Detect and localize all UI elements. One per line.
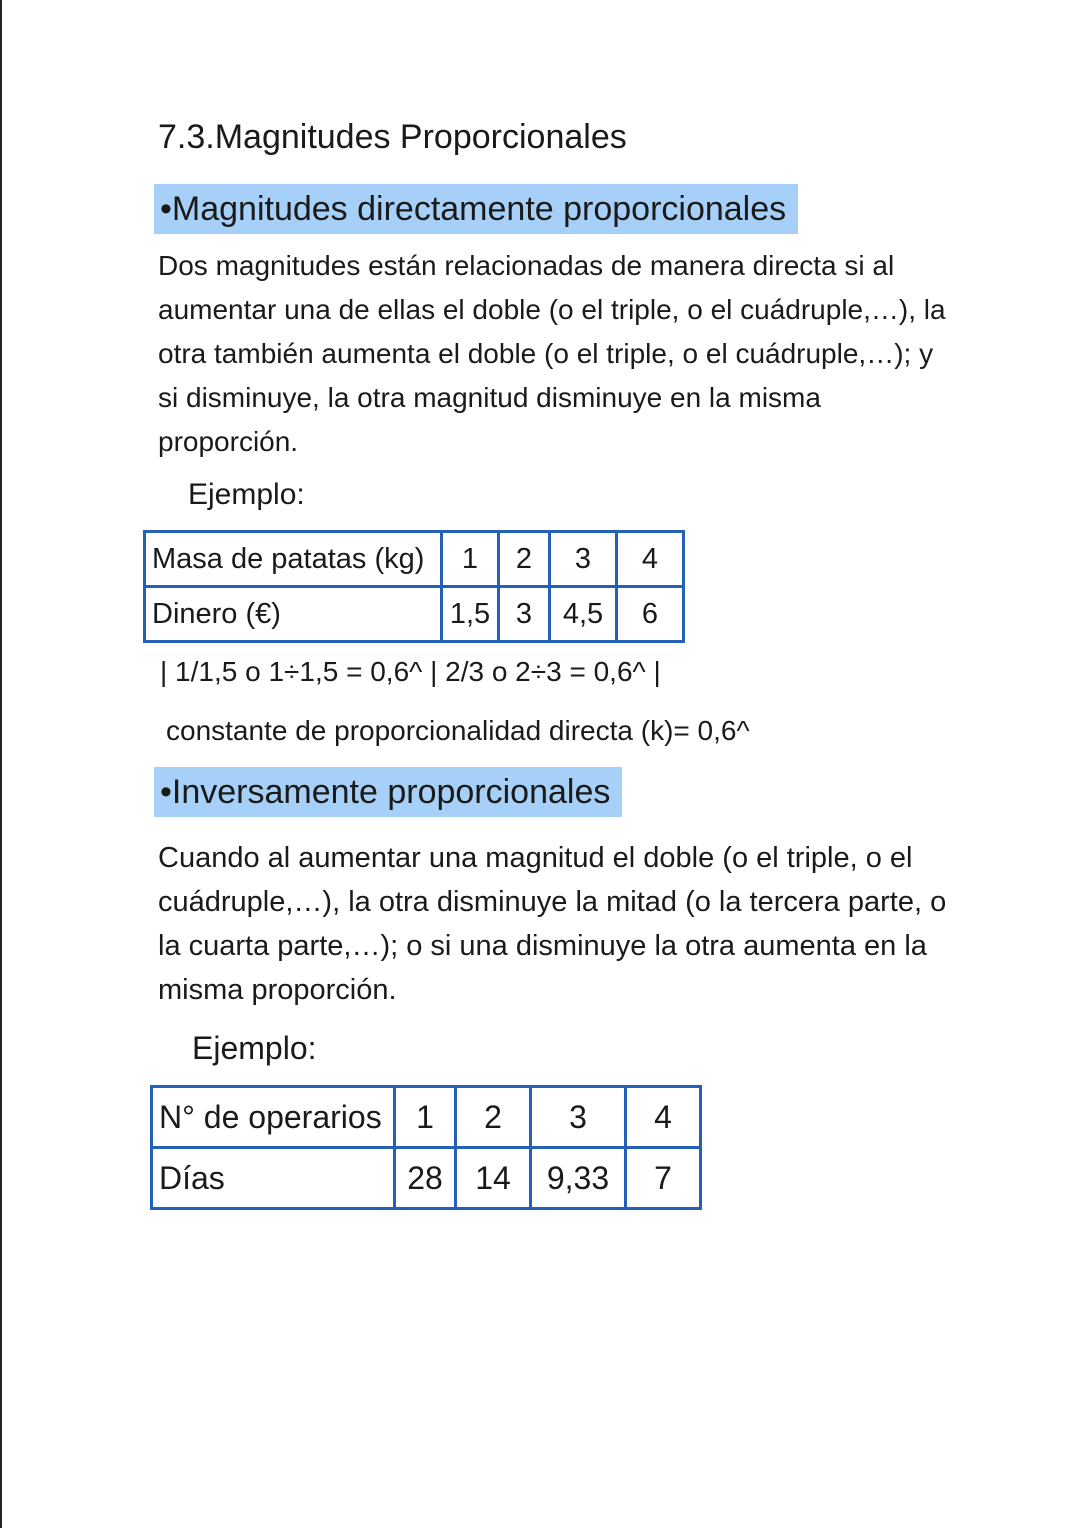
table-cell: Masa de patatas (kg) [145,532,442,587]
table-cell: Dinero (€) [145,587,442,642]
page-title: 7.3.Magnitudes Proporcionales [158,118,627,156]
example-label-direct: Ejemplo: [188,478,305,511]
table-cell: 28 [395,1148,456,1209]
table-cell: Días [152,1148,395,1209]
table-cell: 6 [617,587,684,642]
example-label-inverse: Ejemplo: [192,1030,317,1066]
table-row [152,1148,701,1209]
table-cell: 2 [456,1087,531,1148]
table-cell: 7 [626,1148,701,1209]
table-cell: 1 [442,532,499,587]
table-cell: 4,5 [550,587,617,642]
inverse-definition-text: Cuando al aumentar una magnitud el doble (o el triple, o el cuádruple,…), la otra disminuye la mitad (o la tercera parte, o la cuarta parte,…); o si una disminuye la otra aumenta en la misma proporción. [158,842,947,1006]
direct-definition-text: Dos magnitudes están relacionadas de manera directa si al aumentar una de ellas el doble (o el triple, o el cuádruple,…), la otra también aumenta el doble (o el triple, o el cuádruple,…); y si disminuye, la otra magnitud disminuye en la misma proporción. [158,250,946,457]
table-row [152,1087,701,1148]
table-cell: 3 [531,1087,626,1148]
table-cell: 1,5 [442,587,499,642]
table-cell: 4 [626,1087,701,1148]
table-cell: 4 [617,532,684,587]
ratio-calculation: | 1/1,5 o 1÷1,5 = 0,6^ | 2/3 o 2÷3 = 0,6^ | [160,656,661,687]
table-cell: 3 [499,587,550,642]
table-row [145,587,684,642]
table-cell: 9,33 [531,1148,626,1209]
table-cell: 2 [499,532,550,587]
table-cell: N° de operarios [152,1087,395,1148]
table-cell: 14 [456,1148,531,1209]
page-left-border [0,0,2,1528]
inverse-proportion-table [150,1085,702,1210]
table-row [145,532,684,587]
proportionality-constant: constante de proporcionalidad directa (k)= 0,6^ [166,715,750,746]
table-cell: 3 [550,532,617,587]
direct-proportion-table [143,530,685,643]
section-heading-direct: •Magnitudes directamente proporcionales [154,184,798,234]
section-heading-inverse: •Inversamente proporcionales [154,767,622,817]
table-cell: 1 [395,1087,456,1148]
